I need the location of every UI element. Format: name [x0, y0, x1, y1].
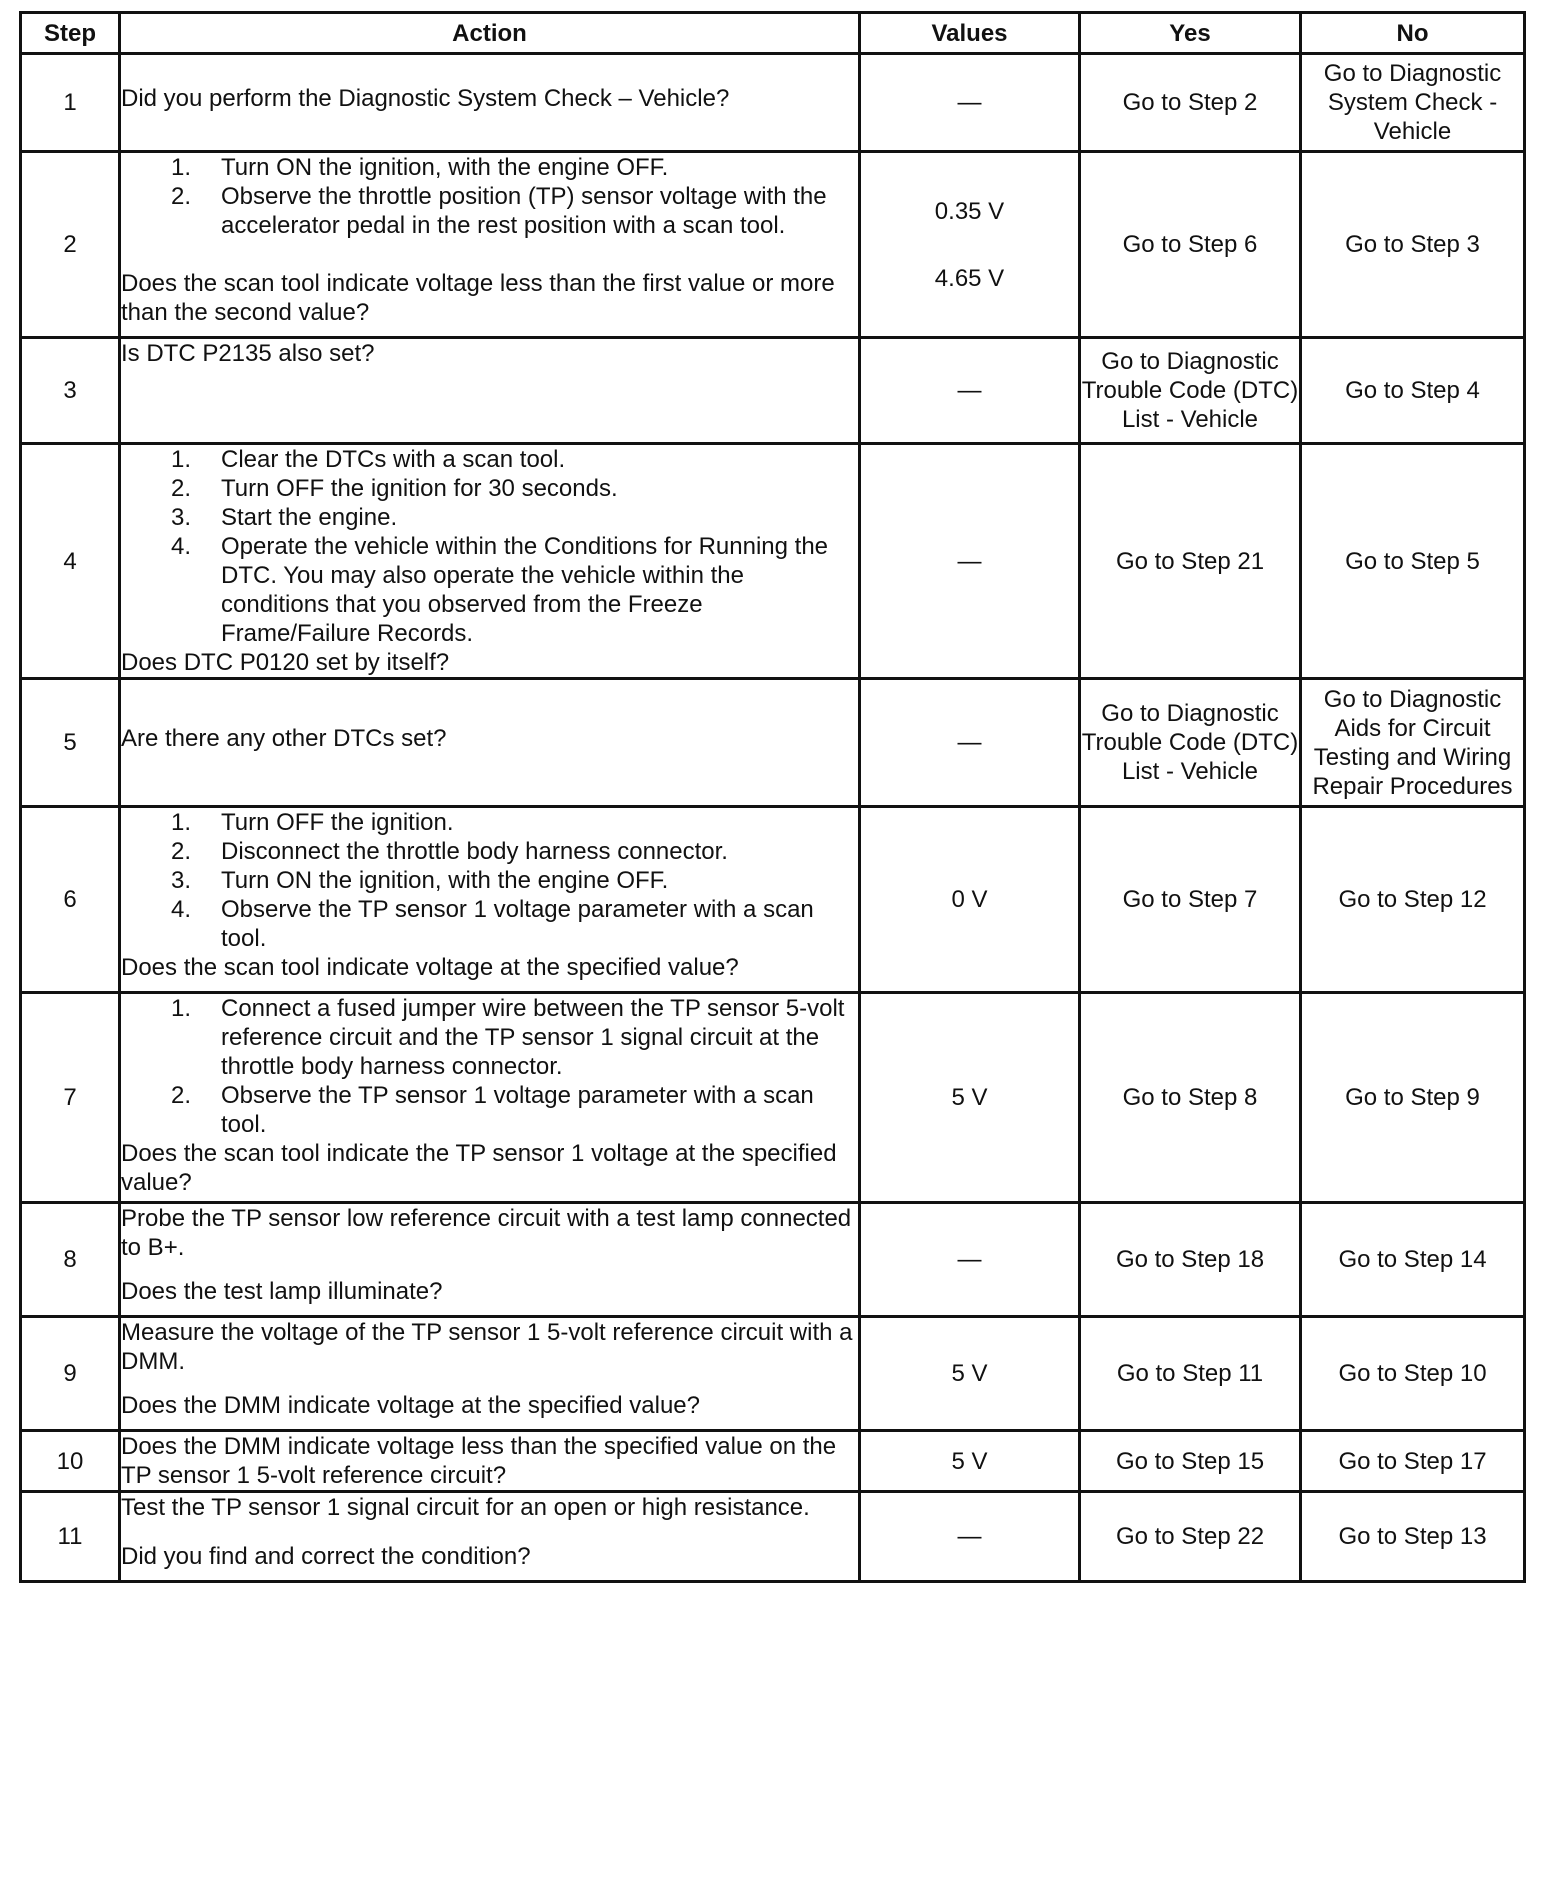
instruction-text: Turn OFF the ignition. [221, 809, 454, 836]
instruction-text: Clear the DTCs with a scan tool. [221, 446, 566, 473]
action-cell [120, 444, 860, 679]
action-cell [120, 993, 860, 1203]
instruction-item [121, 808, 858, 837]
table-row [21, 679, 1525, 807]
no-cell: Go to Step 12 [1301, 807, 1525, 993]
values-cell [860, 1431, 1080, 1492]
instruction-text: Observe the TP sensor 1 voltage parameter with a scan tool. [221, 896, 814, 952]
action-question: Does the scan tool indicate the TP sensor 1 voltage at the specified value? [121, 1140, 837, 1196]
action-question: Did you find and correct the condition? [121, 1543, 531, 1570]
yes-cell: Go to Step 21 [1080, 444, 1301, 679]
no-cell: Go to Diagnostic Aids for Circuit Testing and Wiring Repair Procedures [1301, 679, 1525, 807]
table-row [21, 1492, 1525, 1582]
values-cell [860, 444, 1080, 679]
yes-cell: Go to Diagnostic Trouble Code (DTC) List - Vehicle [1080, 679, 1301, 807]
action-cell [120, 807, 860, 993]
instruction-number: 3. [171, 867, 192, 894]
yes-cell: Go to Step 2 [1080, 54, 1301, 152]
instruction-text: Turn ON the ignition, with the engine OFF. [221, 867, 669, 894]
values-cell [860, 1203, 1080, 1317]
table-row [21, 54, 1525, 152]
yes-cell: Go to Step 11 [1080, 1317, 1301, 1431]
header-row [21, 13, 1525, 54]
action-instruction: Measure the voltage of the TP sensor 1 5-volt reference circuit with a DMM. [121, 1319, 853, 1375]
values-cell [860, 807, 1080, 993]
value-text: — [957, 1246, 982, 1273]
table-row [21, 807, 1525, 993]
instruction-number: 2. [171, 475, 192, 502]
header-yes: Yes [1080, 13, 1301, 54]
table-body [21, 54, 1525, 1582]
action-cell [120, 338, 860, 444]
values-cell [860, 152, 1080, 338]
step-number: 5 [21, 679, 120, 807]
no-cell: Go to Step 4 [1301, 338, 1525, 444]
step-number: 1 [21, 54, 120, 152]
no-cell: Go to Step 5 [1301, 444, 1525, 679]
value-text: — [957, 729, 982, 756]
instruction-text: Connect a fused jumper wire between the TP sensor 5-volt reference circuit and the TP sensor 1 signal circuit at the throttle body harness connector. [221, 995, 845, 1080]
values-cell [860, 679, 1080, 807]
instruction-item [121, 1081, 858, 1139]
no-cell: Go to Diagnostic System Check - Vehicle [1301, 54, 1525, 152]
header-values: Values [860, 13, 1080, 54]
yes-cell: Go to Step 22 [1080, 1492, 1301, 1582]
action-question: Are there any other DTCs set? [121, 724, 447, 752]
diagnostic-table [19, 11, 1526, 1583]
table-row [21, 338, 1525, 444]
instruction-text: Start the engine. [221, 504, 398, 531]
action-question: Does the scan tool indicate voltage at the specified value? [121, 954, 739, 981]
action-question: Does the test lamp illuminate? [121, 1278, 443, 1305]
action-cell [120, 1431, 860, 1492]
instruction-list [121, 994, 858, 1139]
action-question: Is DTC P2135 also set? [121, 340, 375, 367]
instruction-list [121, 153, 858, 240]
instruction-item [121, 182, 858, 240]
instruction-number: 4. [171, 533, 192, 560]
yes-cell: Go to Step 8 [1080, 993, 1301, 1203]
header-action: Action [120, 13, 860, 54]
action-question: Does the DMM indicate voltage less than the specified value on the TP sensor 1 5-volt reference circuit? [121, 1433, 837, 1489]
no-cell: Go to Step 14 [1301, 1203, 1525, 1317]
value-text: — [957, 547, 982, 575]
step-number: 4 [21, 444, 120, 679]
table-row [21, 1317, 1525, 1431]
value-text: 4.65 V [934, 264, 1005, 292]
instruction-text: Observe the TP sensor 1 voltage parameter with a scan tool. [221, 1082, 814, 1138]
header-no: No [1301, 13, 1525, 54]
instruction-number: 2. [171, 1082, 192, 1109]
yes-cell: Go to Diagnostic Trouble Code (DTC) List - Vehicle [1080, 338, 1301, 444]
action-cell [120, 679, 860, 807]
step-number: 8 [21, 1203, 120, 1317]
value-text: 0.35 V [934, 197, 1005, 225]
step-number: 9 [21, 1317, 120, 1431]
value-text: 0 V [951, 886, 988, 913]
yes-cell: Go to Step 7 [1080, 807, 1301, 993]
table-row [21, 1431, 1525, 1492]
value-text: — [957, 89, 982, 116]
instruction-list [121, 445, 858, 648]
value-text: — [957, 377, 982, 404]
value-text: 5 V [951, 1360, 988, 1387]
instruction-item [121, 837, 858, 866]
yes-cell: Go to Step 15 [1080, 1431, 1301, 1492]
no-cell: Go to Step 13 [1301, 1492, 1525, 1582]
values-cell [860, 1492, 1080, 1582]
table-row [21, 993, 1525, 1203]
instruction-text: Operate the vehicle within the Conditions for Running the DTC. You may also operate the vehicle within the conditions that you observed from the Freeze Frame/Failure Records. [221, 533, 829, 647]
instruction-number: 1. [171, 446, 192, 473]
step-number: 2 [21, 152, 120, 338]
instruction-item [121, 532, 858, 648]
instruction-number: 1. [171, 809, 192, 836]
no-cell: Go to Step 3 [1301, 152, 1525, 338]
instruction-item [121, 895, 858, 953]
value-text: 5 V [951, 1084, 988, 1111]
action-cell [120, 1492, 860, 1582]
instruction-number: 1. [171, 995, 192, 1022]
values-cell [860, 993, 1080, 1203]
values-cell [860, 338, 1080, 444]
instruction-number: 3. [171, 504, 192, 531]
action-cell [120, 1317, 860, 1431]
instruction-number: 2. [171, 183, 192, 210]
action-instruction: Probe the TP sensor low reference circuit with a test lamp connected to B+. [121, 1205, 852, 1261]
instruction-text: Turn ON the ignition, with the engine OFF. [221, 154, 669, 181]
action-instruction: Test the TP sensor 1 signal circuit for an open or high resistance. [121, 1494, 810, 1521]
step-number: 3 [21, 338, 120, 444]
step-number: 7 [21, 993, 120, 1203]
table-row [21, 152, 1525, 338]
instruction-number: 2. [171, 838, 192, 865]
instruction-list [121, 808, 858, 953]
step-number: 10 [21, 1431, 120, 1492]
instruction-item [121, 153, 858, 182]
instruction-text: Turn OFF the ignition for 30 seconds. [221, 475, 618, 502]
action-question: Does DTC P0120 set by itself? [121, 649, 450, 676]
instruction-text: Observe the throttle position (TP) sensor voltage with the accelerator pedal in the rest position with a scan tool. [221, 183, 827, 239]
instruction-number: 4. [171, 896, 192, 923]
step-number: 6 [21, 807, 120, 993]
action-question: Does the DMM indicate voltage at the specified value? [121, 1392, 700, 1419]
step-number: 11 [21, 1492, 120, 1582]
action-question: Does the scan tool indicate voltage less than the first value or more than the second value? [121, 270, 835, 326]
no-cell: Go to Step 9 [1301, 993, 1525, 1203]
instruction-item [121, 474, 858, 503]
action-cell [120, 1203, 860, 1317]
yes-cell: Go to Step 18 [1080, 1203, 1301, 1317]
instruction-item [121, 503, 858, 532]
no-cell: Go to Step 10 [1301, 1317, 1525, 1431]
table-row [21, 1203, 1525, 1317]
instruction-number: 1. [171, 154, 192, 181]
no-cell: Go to Step 17 [1301, 1431, 1525, 1492]
table-row [21, 444, 1525, 679]
instruction-item [121, 866, 858, 895]
header-step: Step [21, 13, 120, 54]
values-cell [860, 1317, 1080, 1431]
values-cell [860, 54, 1080, 152]
instruction-item [121, 994, 858, 1081]
instruction-text: Disconnect the throttle body harness connector. [221, 838, 728, 865]
action-cell [120, 54, 860, 152]
value-text: — [957, 1523, 982, 1550]
value-text: 5 V [951, 1447, 988, 1475]
yes-cell: Go to Step 6 [1080, 152, 1301, 338]
action-cell [120, 152, 860, 338]
instruction-item [121, 445, 858, 474]
action-question: Did you perform the Diagnostic System Check – Vehicle? [121, 84, 730, 112]
